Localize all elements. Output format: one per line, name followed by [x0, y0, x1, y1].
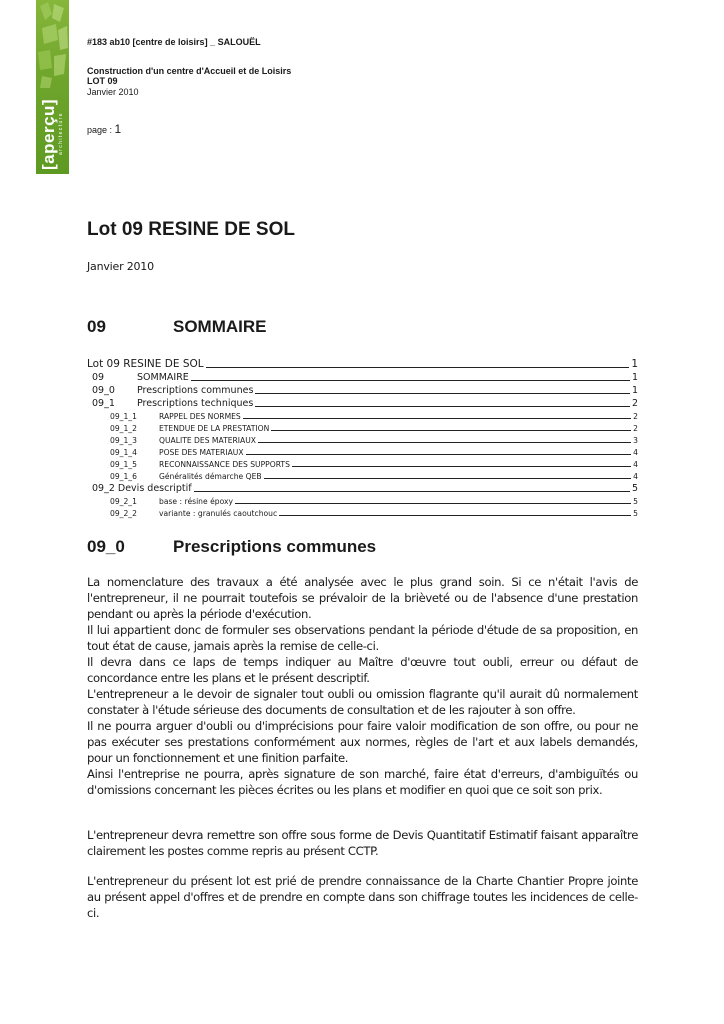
paragraph: L'entrepreneur du présent lot est prié de prendre connaissance de la Charte Chantier Propre jointe au présent appel d'offres et de prendre en compte dans son chiffrage toutes les incidences de celle-ci. [87, 874, 638, 920]
toc-entry[interactable] [87, 481, 638, 494]
toc-entry-page: 5 [631, 483, 638, 494]
toc-entry[interactable] [87, 457, 638, 469]
toc-entry-label [110, 448, 244, 457]
toc-entry[interactable] [87, 370, 638, 383]
paragraph: La nomenclature des travaux a été analysée avec le plus grand soin. Si ce n'était l'avis de l'entrepreneur, il ne pourrait toutefois se prévaloir de la brièveté ou de l'absence d'une prestation pendant ou après la période d'exécution. [87, 575, 638, 621]
paragraph: Il lui appartient donc de formuler ses observations pendant la période d'étude de sa proposition, en tout état de cause, jamais après la remise de celle-ci. [87, 623, 638, 653]
toc-leader-line [255, 392, 630, 394]
toc-entry-title: Lot 09 RESINE DE SOL [87, 358, 204, 370]
toc-leader-line [206, 366, 630, 368]
summary-heading-title: SOMMAIRE [173, 317, 267, 336]
page-number: 1 [114, 122, 122, 136]
toc-entry-code: 09_0 [92, 385, 115, 396]
toc-entry-title: QUALITE DES MATERIAUX [159, 436, 256, 445]
toc-entry-label [110, 472, 262, 481]
section-heading-number: 09_0 [87, 537, 125, 556]
toc-entry[interactable] [87, 383, 638, 396]
document-title: Lot 09 RESINE DE SOL [87, 219, 295, 240]
toc-entry[interactable] [87, 445, 638, 457]
toc-entry-title: RAPPEL DES NORMES [159, 412, 241, 421]
devis-paragraph [87, 827, 638, 859]
toc-entry-title: ETENDUE DE LA PRESTATION [159, 424, 270, 433]
charte-paragraph [87, 873, 638, 921]
toc-entry-page: 5 [633, 509, 638, 518]
toc-leader-line [246, 453, 632, 455]
company-logo [36, 0, 69, 174]
toc-entry-page: 4 [633, 460, 638, 469]
logo-subtitle: architecture [58, 112, 64, 156]
toc-entry-code: 09_2_1 [110, 497, 137, 506]
toc-entry-code: 09_1_2 [110, 424, 137, 433]
toc-entry-title: 09_2 Devis descriptif [92, 483, 192, 494]
toc-leader-line [235, 502, 631, 504]
page-indicator [87, 124, 121, 135]
toc-entry-page: 3 [633, 436, 638, 445]
toc-leader-line [243, 417, 631, 419]
lot-label: LOT 09 [87, 76, 118, 86]
toc-entry[interactable] [87, 433, 638, 445]
toc-entry[interactable] [87, 421, 638, 433]
toc-entry-title: Prescriptions communes [137, 385, 254, 396]
toc-leader-line [292, 465, 631, 467]
summary-heading [87, 317, 267, 337]
project-reference: #183 ab10 [centre de loisirs] _ SALOUËL [87, 37, 261, 47]
toc-entry-title: Prescriptions techniques [137, 398, 254, 409]
toc-entry-page: 4 [633, 472, 638, 481]
toc-entry[interactable] [87, 506, 638, 518]
toc-entry-label [92, 398, 253, 409]
toc-entry-label [110, 412, 241, 421]
page-label: page : [87, 125, 113, 135]
toc-entry-code: 09_1_6 [110, 472, 137, 481]
toc-entry-label [110, 460, 290, 469]
toc-entry-label [110, 424, 269, 433]
toc-leader-line [264, 477, 632, 479]
paragraph: Il devra dans ce laps de temps indiquer au Maître d'œuvre tout oubli, erreur ou défaut de concordance entre les plans et le présent descriptif. [87, 655, 638, 685]
toc-entry[interactable] [87, 494, 638, 506]
toc-entry-title: POSE DES MATERIAUX [159, 448, 244, 457]
toc-entry-page: 4 [633, 448, 638, 457]
toc-entry[interactable] [87, 356, 638, 370]
toc-leader-line [255, 405, 630, 407]
toc-entry-title: variante : granulés caoutchouc [159, 509, 278, 518]
logo-mark [37, 94, 68, 174]
toc-entry-title: RECONNAISSANCE DES SUPPORTS [159, 460, 290, 469]
table-of-contents [87, 356, 638, 518]
toc-entry-page: 5 [633, 497, 638, 506]
toc-entry-title: Généralités démarche QEB [159, 472, 262, 481]
header-date: Janvier 2010 [87, 87, 139, 97]
toc-leader-line [191, 379, 630, 381]
toc-entry-label [92, 483, 192, 494]
toc-entry[interactable] [87, 396, 638, 409]
toc-entry-page: 2 [633, 412, 638, 421]
toc-leader-line [279, 514, 631, 516]
document-date: Janvier 2010 [87, 260, 154, 273]
toc-entry[interactable] [87, 409, 638, 421]
paragraph: Il ne pourra arguer d'oubli ou d'imprécisions pour faire valoir modification de son offre, ou pour ne pas exécuter ses prestations conformément aux normes, règles de l'art et aux labels demandés, pour un fonctionnement et une finition parfaite. [87, 719, 638, 765]
toc-entry-page: 1 [631, 372, 638, 383]
toc-entry-label [92, 372, 189, 383]
paragraph: L'entrepreneur a le devoir de signaler tout oubli ou omission flagrante qu'il aurait dû normalement constater à l'étude sérieuse des documents de consultation et de les rajouter à son offre. [87, 687, 638, 717]
section-heading-title: Prescriptions communes [173, 537, 377, 556]
toc-entry-page: 1 [631, 385, 638, 396]
logo-brand-text: [aperçu] [39, 98, 58, 170]
toc-entry-label [110, 497, 233, 506]
toc-entry-code: 09_2_2 [110, 509, 137, 518]
toc-entry-label [92, 385, 253, 396]
toc-entry-code: 09_1_3 [110, 436, 137, 445]
toc-leader-line [194, 490, 630, 492]
toc-entry-code: 09_1_5 [110, 460, 137, 469]
logo-pattern-decoration [36, 0, 69, 90]
toc-entry-code: 09_1 [92, 398, 115, 409]
section-heading [87, 537, 376, 557]
paragraph: L'entrepreneur devra remettre son offre sous forme de Devis Quantitatif Estimatif faisant apparaître clairement les postes comme repris au présent CCTP. [87, 828, 638, 858]
toc-entry-code: 09 [92, 372, 105, 383]
toc-entry-title: base : résine époxy [159, 497, 233, 506]
toc-entry-page: 2 [633, 424, 638, 433]
toc-entry-label [110, 509, 277, 518]
toc-leader-line [258, 441, 631, 443]
toc-entry-page: 2 [631, 398, 638, 409]
toc-entry[interactable] [87, 469, 638, 481]
general-prescriptions-text [87, 574, 638, 798]
paragraph: Ainsi l'entreprise ne pourra, après signature de son marché, faire état d'erreurs, d'ambiguïtés ou d'omissions concernant les pièces écrites ou les plans et modifier en quoi que ce soit son prix. [87, 767, 638, 797]
toc-entry-label [110, 436, 256, 445]
toc-entry-code: 09_1_4 [110, 448, 137, 457]
toc-entry-label [87, 358, 204, 370]
summary-heading-number: 09 [87, 317, 106, 336]
toc-entry-title: SOMMAIRE [137, 372, 189, 383]
toc-entry-page: 1 [631, 358, 638, 370]
project-title: Construction d'un centre d'Accueil et de Loisirs [87, 66, 292, 76]
toc-entry-code: 09_1_1 [110, 412, 137, 421]
toc-leader-line [271, 429, 631, 431]
